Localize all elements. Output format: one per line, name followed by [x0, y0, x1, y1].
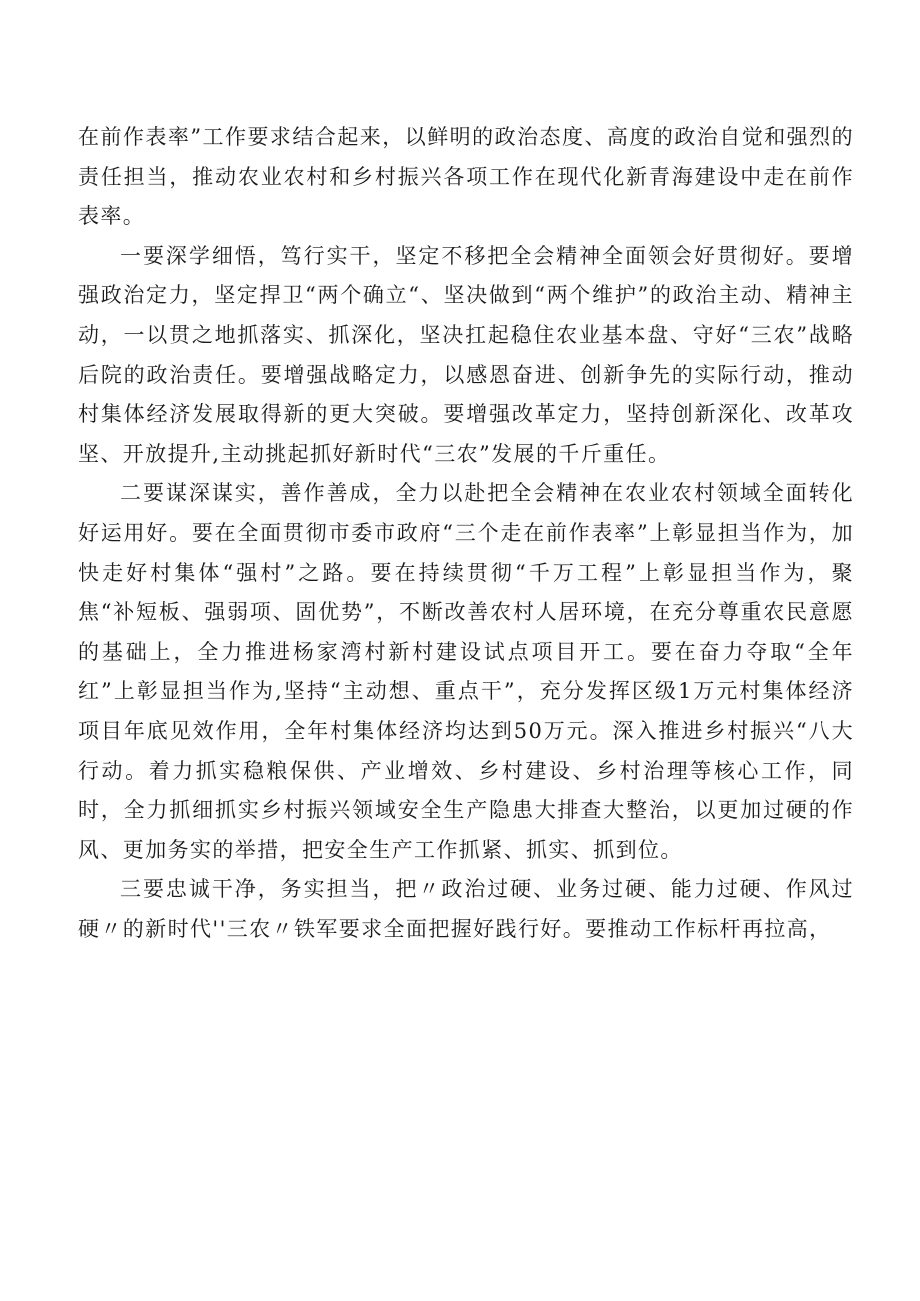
- paragraph-continuation: 在前作表率”工作要求结合起来，以鲜明的政治态度、高度的政治自觉和强烈的责任担当，推动农业农村和乡村振兴各项工作在现代化新青海建设中走在前作表率。: [78, 125, 854, 229]
- paragraph-point-three: 三要忠诚干净，务实担当，把〃政治过硬、业务过硬、能力过硬、作风过硬〃的新时代''三农〃铁军要求全面把握好践行好。要推动工作标杆再拉高，: [78, 877, 854, 941]
- document-body: [78, 118, 854, 949]
- paragraph-point-one: 一要深学细悟，笃行实干，坚定不移把全会精神全面领会好贯彻好。要增强政治定力，坚定捍卫“两个确立“、坚决做到“两个维护”的政治主动、精神主动，一以贯之地抓落实、抓深化，坚决扛起稳住农业基本盘、守好“三农”战略后院的政治责任。要增强战略定力，以感恩奋进、创新争先的实际行动，推动村集体经济发展取得新的更大突破。要增强改革定力，坚持创新深化、改革攻坚、开放提升,主动挑起抓好新时代“三农”发展的千斤重任。: [78, 243, 854, 466]
- paragraph-point-two: 二要谋深谋实，善作善成，全力以赴把全会精神在农业农村领域全面转化好运用好。要在全面贯彻市委市政府“三个走在前作表率”上彰显担当作为，加快走好村集体“强村”之路。要在持续贯彻“千万工程”上彰显担当作为，聚焦“补短板、强弱项、固优势”，不断改善农村人居环境，在充分尊重农民意愿的基础上，全力推进杨家湾村新村建设试点项目开工。要在奋力夺取“全年红”上彰显担当作为,坚持“主动想、重点干”，充分发挥区级1万元村集体经济项目年底见效作用，全年村集体经济均达到50万元。深入推进乡村振兴“八大行动。着力抓实稳粮保供、产业增效、乡村建设、乡村治理等核心工作，同时，全力抓细抓实乡村振兴领域安全生产隐患大排查大整治，以更加过硬的作风、更加务实的举措，把安全生产工作抓紧、抓实、抓到位。: [78, 481, 854, 862]
